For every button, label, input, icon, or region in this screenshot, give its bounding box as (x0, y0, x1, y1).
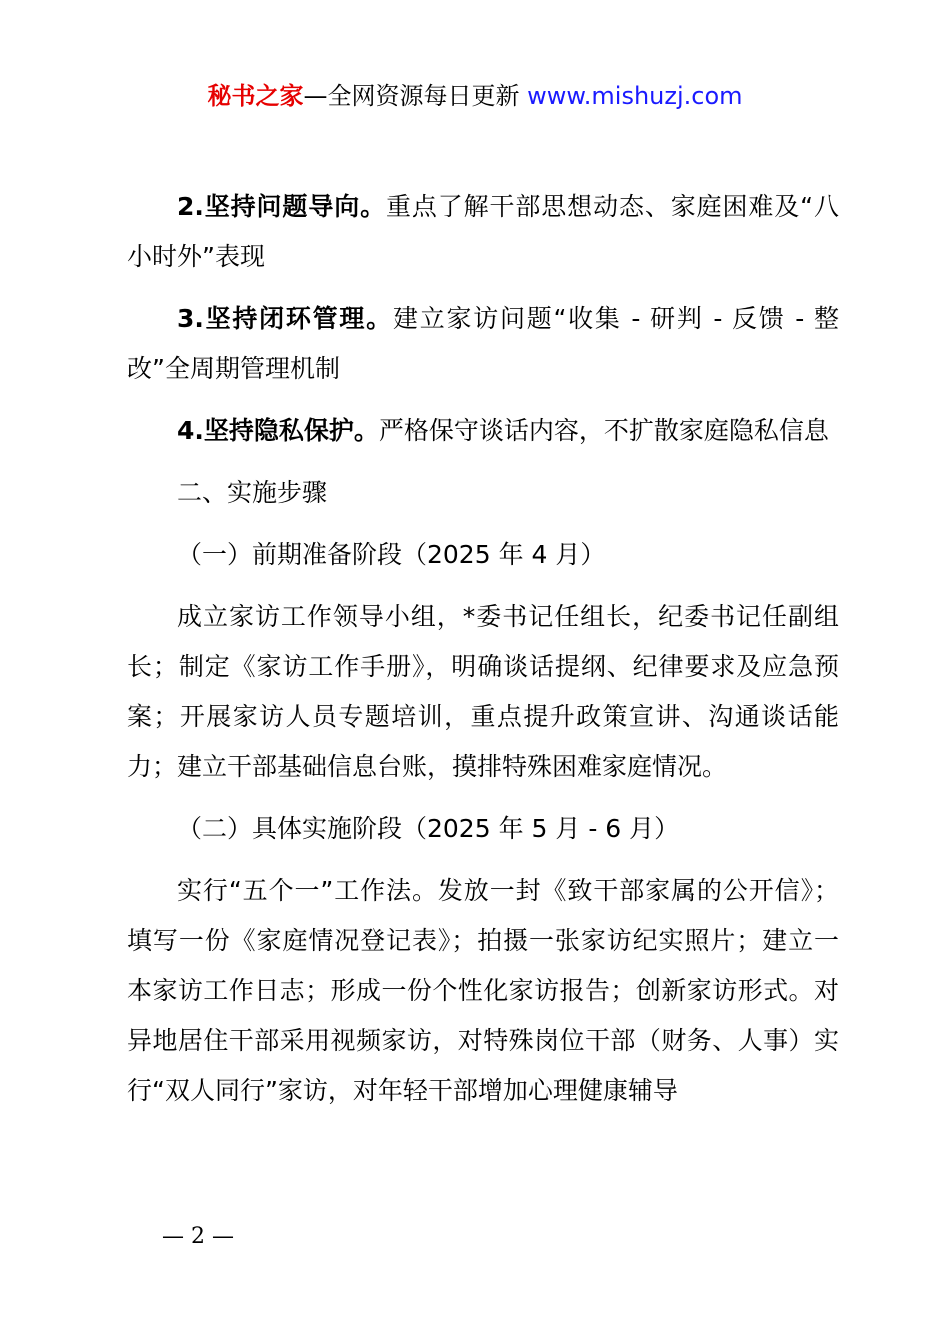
subsection-heading (127, 804, 839, 854)
section-heading (127, 468, 839, 518)
paragraph-lead: 3.坚持闭环管理。 (177, 304, 393, 333)
header-slogan: —全网资源每日更新 (303, 82, 520, 110)
paragraph-lead: 2.坚持问题导向。 (177, 192, 386, 221)
site-url-link[interactable]: www.mishuzj.com (527, 82, 743, 110)
site-header (0, 80, 950, 112)
body-paragraph (127, 592, 839, 792)
principle-paragraph (127, 182, 839, 282)
body-paragraph (127, 866, 839, 1116)
page-number: — 2 — (162, 1224, 234, 1249)
brand-name: 秘书之家 (207, 82, 304, 110)
paragraph-text: 严格保守谈话内容，不扩散家庭隐私信息 (378, 416, 829, 445)
paragraph-text: 成立家访工作领导小组，*委书记任组长，纪委书记任副组长；制定《家访工作手册》，明确谈话提纲、纪律要求及应急预案；开展家访人员专题培训，重点提升政策宣讲、沟通谈话能力；建立干部基础信息台账，摸排特殊困难家庭情况。 (127, 602, 839, 781)
paragraph-text: 重点了解干部思想动态、家庭困难及“八小时外”表现 (127, 192, 839, 271)
paragraph-text: 实行“五个一”工作法。发放一封《致干部家属的公开信》；填写一份《家庭情况登记表》；拍摄一张家访纪实照片；建立一本家访工作日志；形成一份个性化家访报告；创新家访形式。对异地居住干部采用视频家访，对特殊岗位干部（财务、人事）实行“双人同行”家访，对年轻干部增加心理健康辅导 (127, 876, 839, 1105)
paragraph-lead: 4.坚持隐私保护。 (177, 416, 379, 445)
paragraph-text: （二）具体实施阶段（2025 年 5 月 - 6 月） (177, 814, 680, 843)
paragraph-text: （一）前期准备阶段（2025 年 4 月） (177, 540, 606, 569)
paragraph-text: 建立家访问题“收集 - 研判 - 反馈 - 整改”全周期管理机制 (127, 304, 839, 383)
principle-paragraph (127, 406, 839, 456)
subsection-heading (127, 530, 839, 580)
paragraph-text: 二、实施步骤 (177, 478, 328, 507)
principle-paragraph (127, 294, 839, 394)
document-body (127, 182, 839, 1128)
